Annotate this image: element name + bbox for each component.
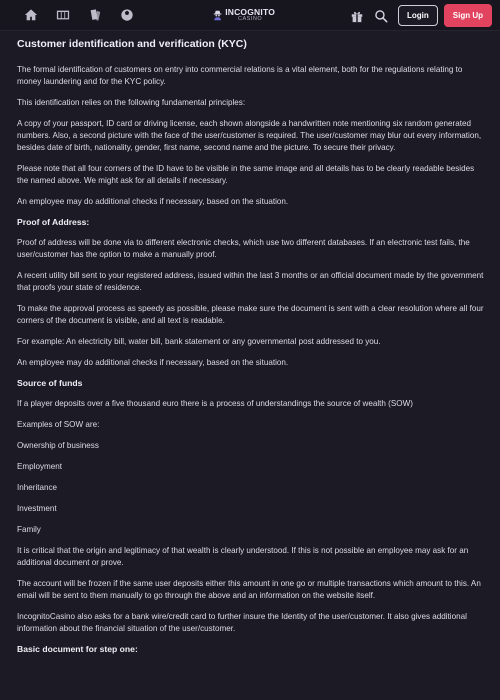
paragraph: To make the approval process as speedy as possible, please make sure the document is sent with a clear resolution where all four corners of the document is visible, and all text is readable. xyxy=(17,304,484,325)
sow-example: Family xyxy=(17,525,41,534)
logo-name: INCOGNITO xyxy=(225,6,275,17)
section-heading-basic-document: Basic document for step one: xyxy=(17,644,138,654)
sow-example: Inheritance xyxy=(17,483,58,492)
incognito-casino-logo[interactable] xyxy=(213,4,275,26)
logo-subtitle: CASINO xyxy=(238,16,263,22)
section-heading-source-of-funds: Source of funds xyxy=(17,378,83,388)
paragraph: This identification relies on the following fundamental principles: xyxy=(17,98,246,107)
paragraph: For example: An electricity bill, water bill, bank statement or any governmental post addressed to you. xyxy=(17,337,381,346)
paragraph: IncognitoCasino also asks for a bank wire/credit card to further insure the Identity of the user/customer. It also gives additional information about the financial situation of the user/customer. xyxy=(17,612,467,633)
paragraph: Proof of address will be done via to different electronic checks, which use two different databases. If an electronic test fails, the user/customer has the option to make a manually proof. xyxy=(17,238,470,259)
slots-icon[interactable] xyxy=(52,4,74,26)
search-icon[interactable] xyxy=(372,7,390,25)
paragraph: An employee may do additional checks if necessary, based on the situation. xyxy=(17,358,289,367)
paragraph: A copy of your passport, ID card or driving license, each shown alongside a handwritten note mentioning six random generated numbers. Also, a second picture with the face of the user/customer is required. The user/customer may blur out every information, besides date of birth, nationality, gender, first name, second name and the picture. To secure their privacy. xyxy=(17,119,482,152)
sports-icon[interactable] xyxy=(116,4,138,26)
paragraph: The account will be frozen if the same user deposits either this amount in one go or multiple transactions which amount to this. An email will be sent to them manually to go through the above and an information on the website itself. xyxy=(17,579,481,600)
home-icon[interactable] xyxy=(20,4,42,26)
sow-example: Ownership of business xyxy=(17,441,99,450)
page-title: Customer identification and verification (KYC) xyxy=(17,38,247,50)
paragraph: It is critical that the origin and legitimacy of that wealth is clearly understood. If this is not possible an employee may ask for an additional document or prove. xyxy=(17,546,469,567)
gift-icon[interactable] xyxy=(348,7,366,25)
cards-icon[interactable] xyxy=(84,4,106,26)
paragraph: An employee may do additional checks if necessary, based on the situation. xyxy=(17,197,289,206)
logo-mark-icon xyxy=(213,7,222,23)
nav-icons xyxy=(20,4,148,26)
paragraph: If a player deposits over a five thousand euro there is a process of understandings the source of wealth (SOW) xyxy=(17,399,413,408)
sow-example: Employment xyxy=(17,462,62,471)
header-actions xyxy=(348,4,492,27)
sow-example: Investment xyxy=(17,504,57,513)
paragraph: The formal identification of customers on entry into commercial relations is a vital element, both for the regulations relating to money laundering and for the KYC policy. xyxy=(17,65,463,86)
top-navigation-bar xyxy=(0,0,500,31)
section-heading-proof-of-address: Proof of Address: xyxy=(17,217,90,227)
kyc-content xyxy=(17,38,485,664)
paragraph: Please note that all four corners of the ID have to be visible in the same image and all details has to be clearly readable besides the named above. We might ask for all details if necessary. xyxy=(17,164,475,185)
login-button[interactable]: Login xyxy=(398,5,438,26)
paragraph: Examples of SOW are: xyxy=(17,420,100,429)
signup-button[interactable]: Sign Up xyxy=(444,4,492,27)
paragraph: A recent utility bill sent to your registered address, issued within the last 3 months or an official document made by the government that proofs your state of residence. xyxy=(17,271,484,292)
logo-text xyxy=(225,8,275,23)
